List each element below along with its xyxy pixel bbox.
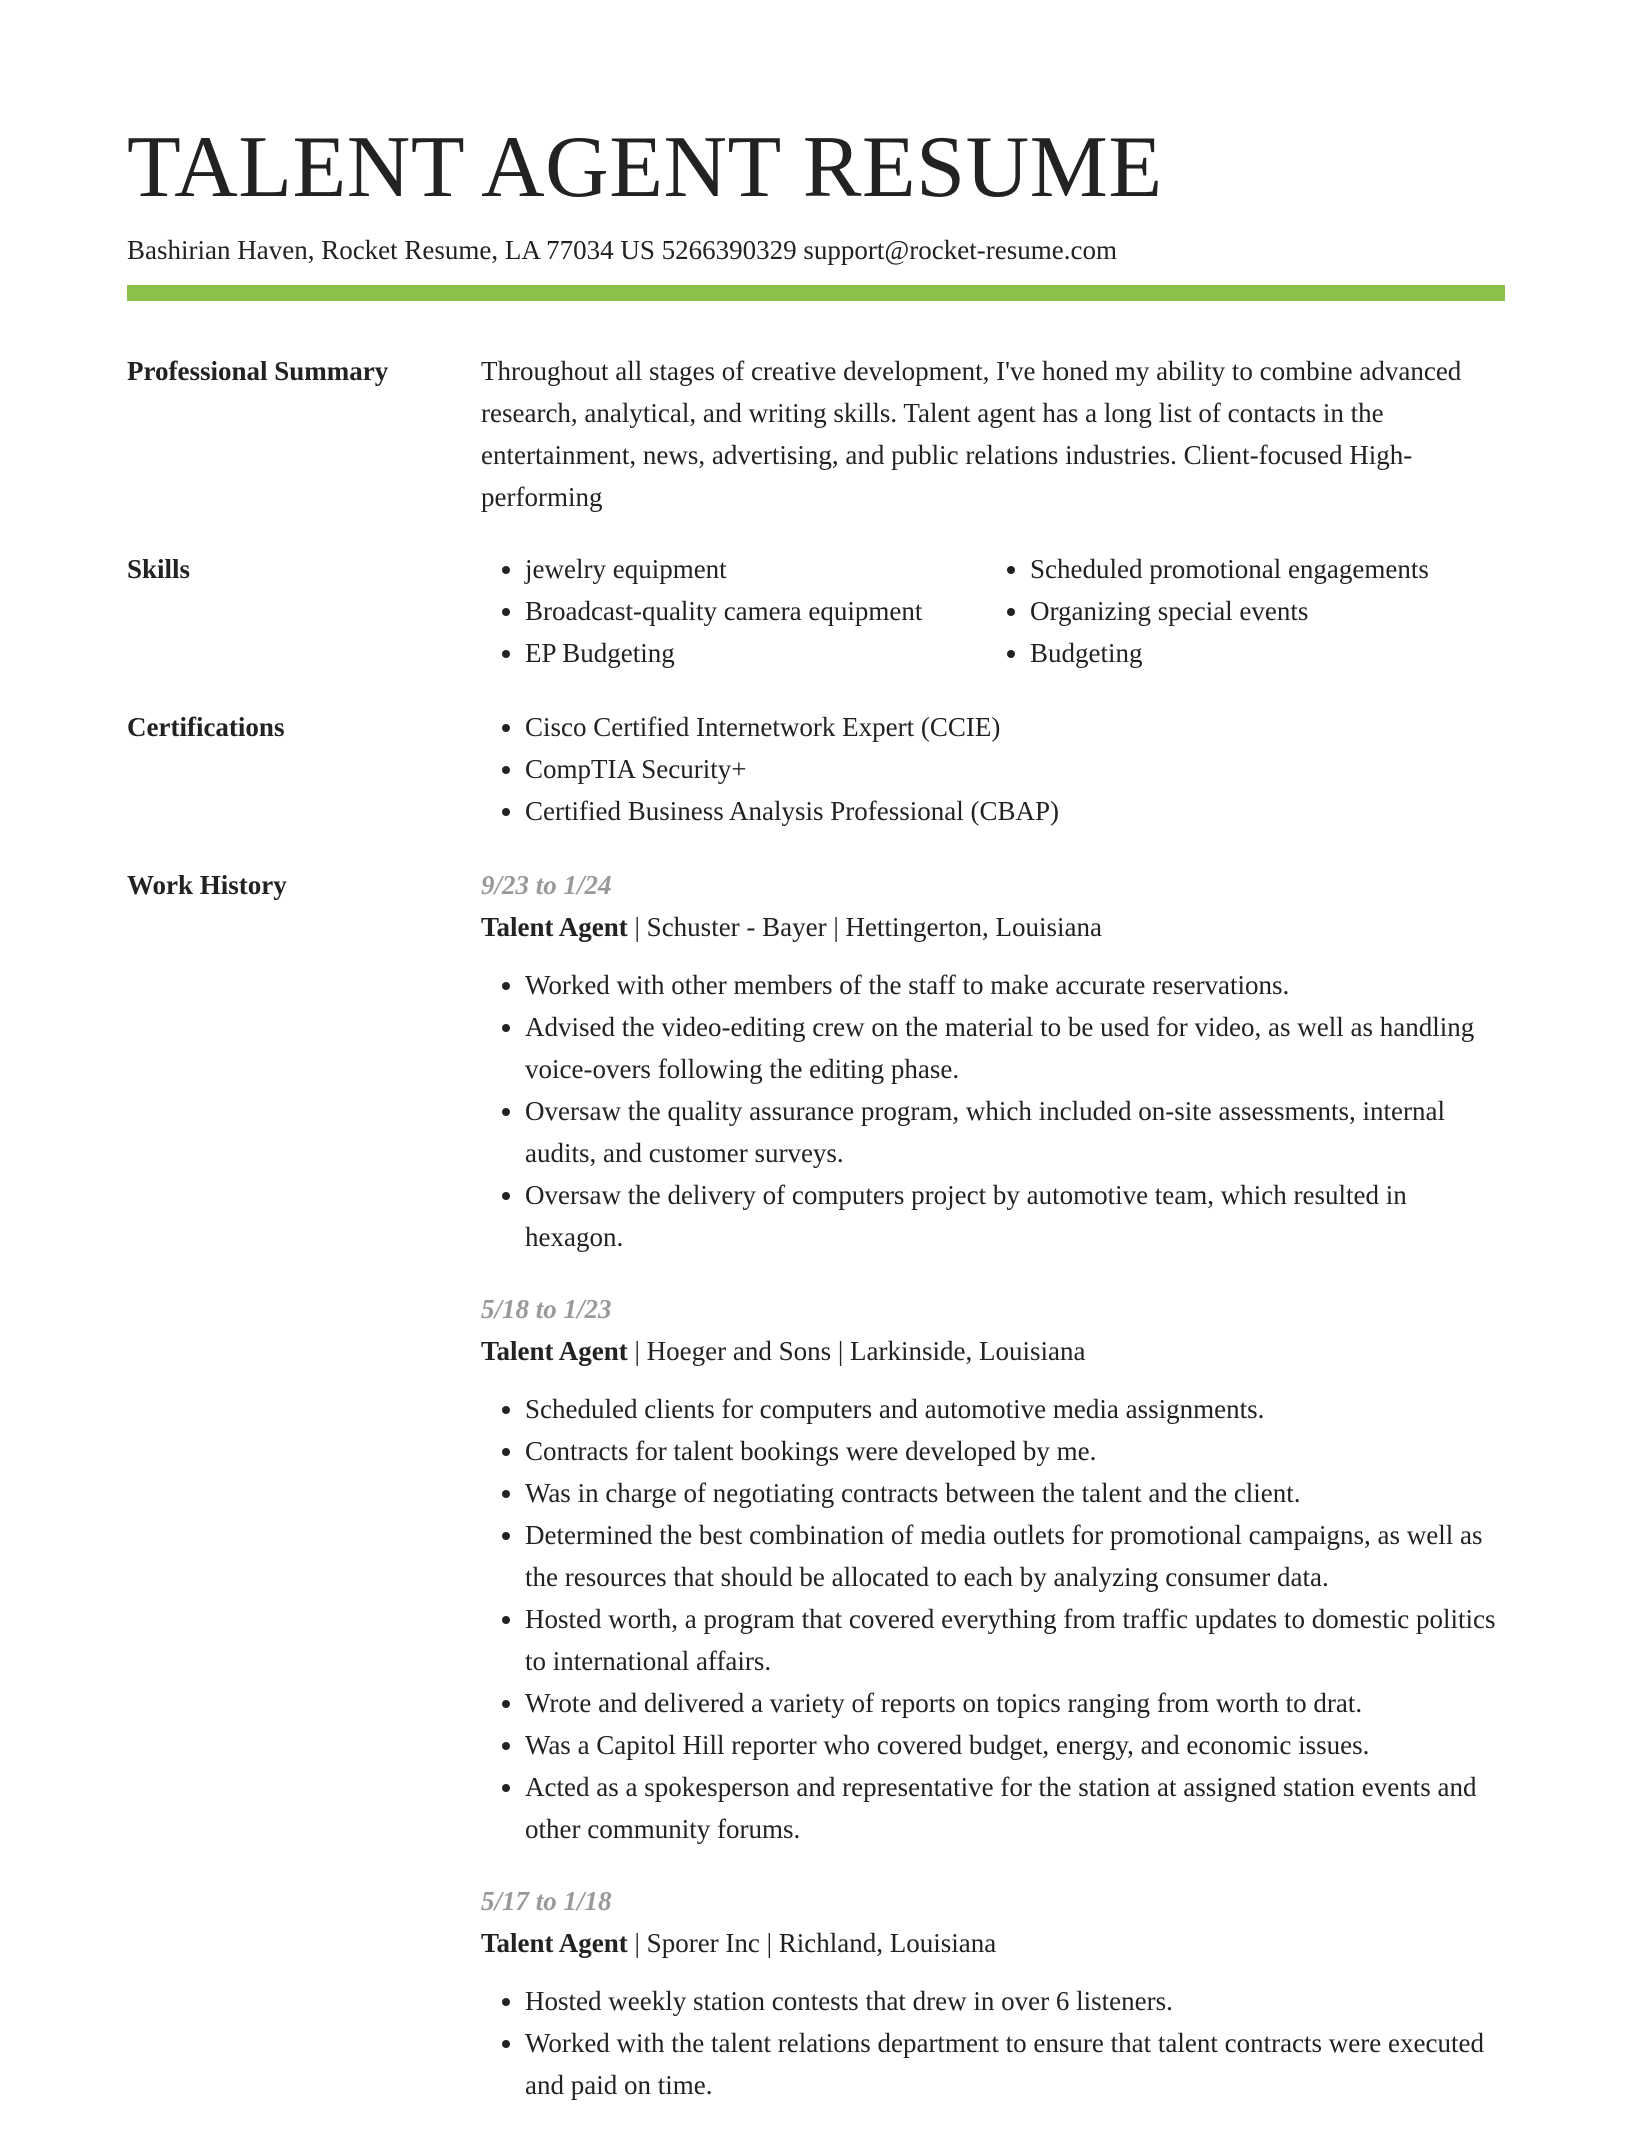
job-bullet: • Hosted worth, a program that covered everything from traffic updates to domestic politics to international affairs. (525, 1598, 1505, 1682)
job-bullet: • Determined the best combination of media outlets for promotional campaigns, as well as the resources that should be allocated to each by analyzing consumer data. (525, 1514, 1505, 1598)
certification-item: • Cisco Certified Internetwork Expert (CCIE) (525, 706, 1505, 748)
job-dates: 5/17 to 1/18 (481, 1886, 612, 1916)
resume-title: TALENT AGENT RESUME (127, 119, 1163, 216)
skill-item: • EP Budgeting (525, 632, 986, 674)
certification-item: • Certified Business Analysis Professional (CBAP) (525, 790, 1505, 832)
job-bullet: • Advised the video-editing crew on the material to be used for video, as well as handling voice-overs following the editing phase. (525, 1006, 1505, 1090)
summary-label: Professional Summary (127, 356, 389, 386)
job-title: Talent Agent (481, 912, 628, 942)
job-entry (481, 1880, 1505, 2106)
job-bullets (481, 1388, 1505, 1850)
work-history-label: Work History (127, 870, 287, 900)
work-history-body (481, 864, 1505, 2136)
skill-item: • Scheduled promotional engagements (1030, 548, 1491, 590)
job-bullet: • Scheduled clients for computers and automotive media assignments. (525, 1388, 1505, 1430)
skills-column-1 (481, 548, 986, 674)
skill-item: • Broadcast-quality camera equipment (525, 590, 986, 632)
skills-label: Skills (127, 554, 191, 584)
certifications-label: Certifications (127, 712, 285, 742)
skill-item: • jewelry equipment (525, 548, 986, 590)
job-bullet: • Worked with the talent relations department to ensure that talent contracts were executed and paid on time. (525, 2022, 1505, 2106)
contact-line: Bashirian Haven, Rocket Resume, LA 77034 US 5266390329 support@rocket-resume.com (127, 235, 1117, 265)
job-title: Talent Agent (481, 1336, 628, 1366)
job-bullet: • Oversaw the quality assurance program, which included on-site assessments, internal audits, and customer surveys. (525, 1090, 1505, 1174)
job-bullets (481, 964, 1505, 1258)
job-entry (481, 1288, 1505, 1850)
accent-divider (127, 285, 1505, 301)
job-bullet: • Wrote and delivered a variety of reports on topics ranging from worth to drat. (525, 1682, 1505, 1724)
skills-column-2 (986, 548, 1491, 674)
job-bullet: • Oversaw the delivery of computers project by automotive team, which resulted in hexagon. (525, 1174, 1505, 1258)
job-heading (481, 1922, 1505, 1964)
job-bullet: • Contracts for talent bookings were developed by me. (525, 1430, 1505, 1472)
certification-item: • CompTIA Security+ (525, 748, 1505, 790)
job-bullet: • Was in charge of negotiating contracts between the talent and the client. (525, 1472, 1505, 1514)
skill-item: • Organizing special events (1030, 590, 1491, 632)
job-bullet: • Hosted weekly station contests that drew in over 6 listeners. (525, 1980, 1505, 2022)
job-heading (481, 906, 1505, 948)
job-company-line: | Schuster - Bayer | Hettingerton, Louisiana (627, 912, 1102, 942)
job-bullets (481, 1980, 1505, 2106)
job-dates: 9/23 to 1/24 (481, 870, 612, 900)
job-bullet: • Worked with other members of the staff to make accurate reservations. (525, 964, 1505, 1006)
job-title: Talent Agent (481, 1928, 628, 1958)
job-bullet: • Was a Capitol Hill reporter who covered budget, energy, and economic issues. (525, 1724, 1505, 1766)
job-bullet: • Acted as a spokesperson and representative for the station at assigned station events and other community forums. (525, 1766, 1505, 1850)
job-dates: 5/18 to 1/23 (481, 1294, 612, 1324)
summary-text: Throughout all stages of creative development, I've honed my ability to combine advanced research, analytical, and writing skills. Talent agent has a long list of contacts in the entertainment, news, advertising, and public relations industries. Client-focused High-performing (481, 356, 1462, 512)
job-entry (481, 864, 1505, 1258)
skill-item: • Budgeting (1030, 632, 1491, 674)
summary-body (481, 350, 1505, 518)
job-heading (481, 1330, 1505, 1372)
skills-columns (481, 548, 1505, 674)
job-company-line: | Hoeger and Sons | Larkinside, Louisiana (627, 1336, 1086, 1366)
job-company-line: | Sporer Inc | Richland, Louisiana (627, 1928, 997, 1958)
certifications-body (481, 706, 1505, 832)
skills-body (481, 548, 1505, 674)
